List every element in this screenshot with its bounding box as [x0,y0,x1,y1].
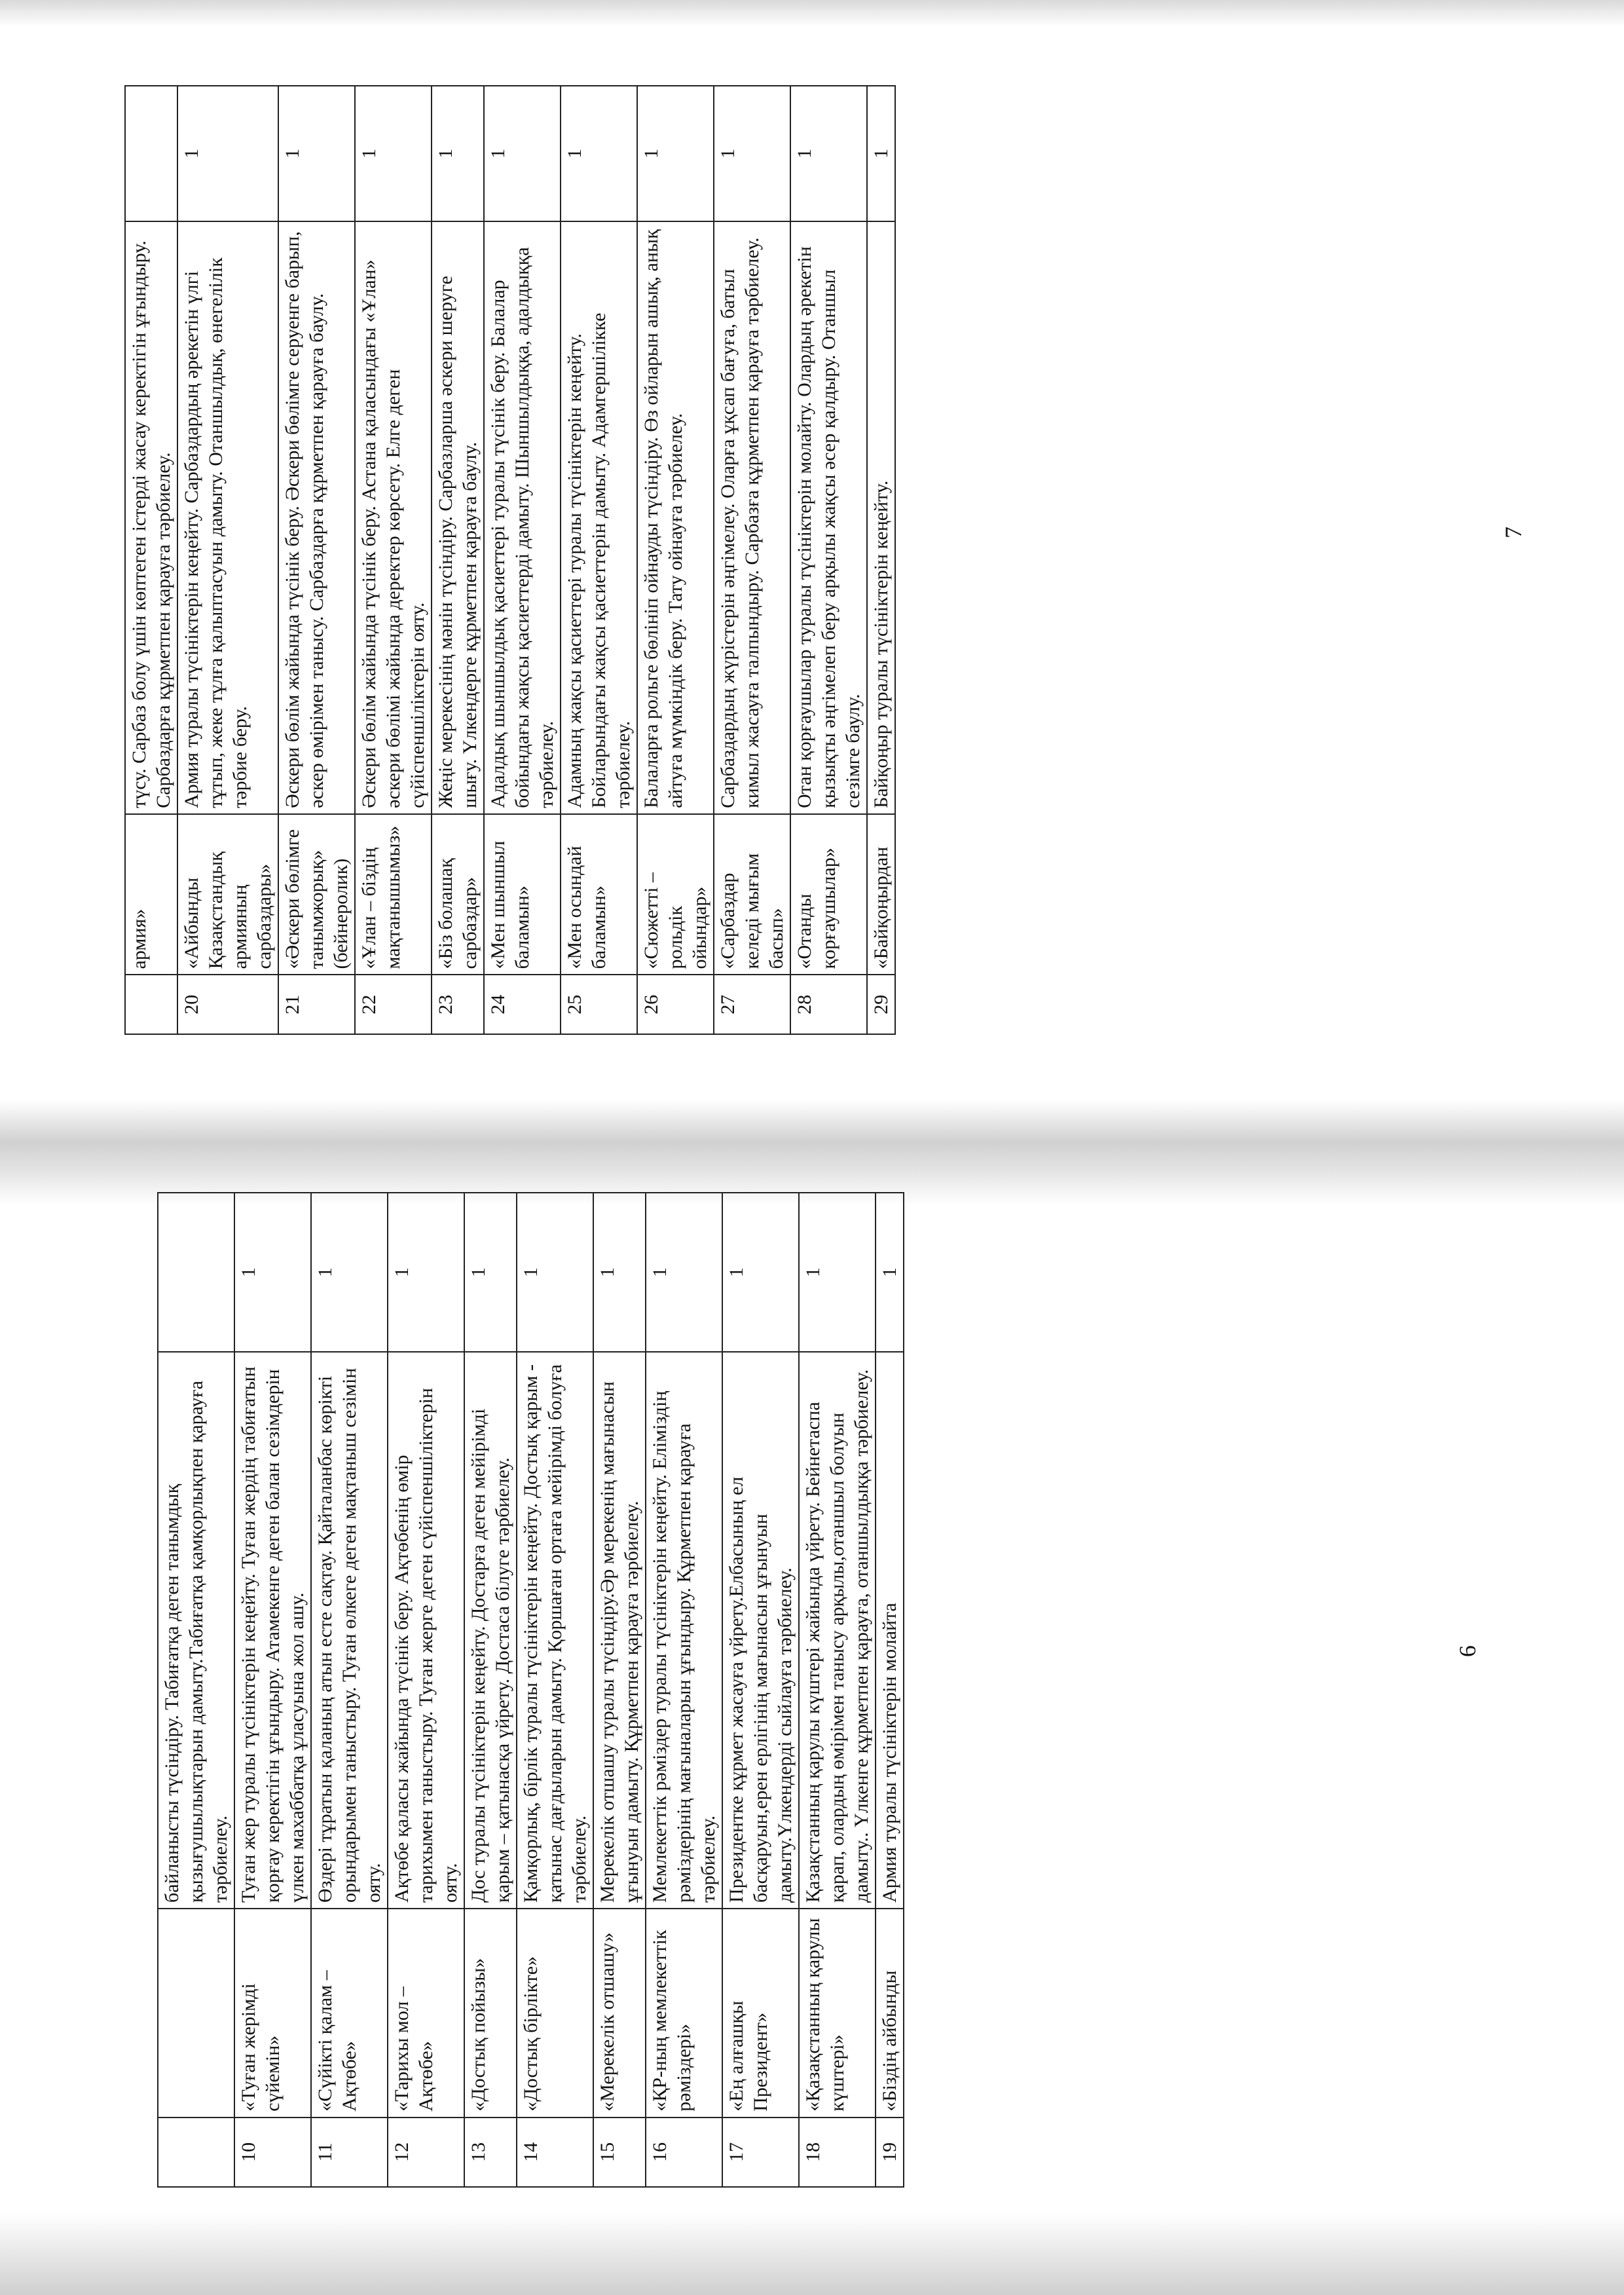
hours-cell: 1 [790,86,867,221]
table-row [432,86,484,1034]
hours-cell: 1 [876,1193,904,1352]
table-row [158,1193,234,2187]
table-row [517,1193,593,2187]
topic-cell: «Мен осындай баламын» [561,814,637,975]
table-row [646,1193,722,2187]
content-cell: түсу. Сарбаз болу үшін көптеген істерді жасау керектігін ұғындыру. Сарбаздарға құрметпен қарауға тәрбиелеу. [125,221,177,814]
topic-cell: «Мен шыншыл баламын» [484,814,561,975]
topic-cell: «Әскери бөлімге танымжорық» (бейнеролик) [278,814,355,975]
row-number: 21 [278,975,355,1035]
row-number: 28 [790,975,867,1035]
topic-cell: «Ұлан – біздің мақтанышымыз» [355,814,432,975]
hours-cell: 1 [234,1193,311,1352]
table-row [464,1193,517,2187]
table-row [876,1193,904,2187]
table-row [484,86,561,1034]
row-number: 14 [517,2118,593,2187]
content-cell: Президентке құрмет жасауға үйрету.Елбасының ел басқаруын,ерен ерлігінің мағынасын ұғынуын дамыту.Үлкендерді сыйлауға тәрбиелеу. [722,1352,799,1909]
topic-cell: армия» [125,814,177,975]
scan-shadow-bottom [0,2214,1624,2295]
topic-cell: «Туған жерімді сүйемін» [234,1909,311,2118]
content-cell: Жеңіс мерекесінің мәнін түсіндіру. Сарбазларша әскери шеруге шығу. Үлкендерге құрметпен қарауға баулу. [432,221,484,814]
topic-cell: «Айбынды Қазақстандық армияның сарбаздары» [177,814,278,975]
plan-table-page-6 [157,1192,904,2188]
table-row [388,1193,464,2187]
row-number: 26 [637,975,714,1035]
table-row [867,86,895,1034]
content-cell: Адамның жақсы қасиеттері туралы түсініктерін кеңейту. Бойларындағы жақсы қасиеттерін дамыту. Адамгершілікке тәрбиелеу. [561,221,637,814]
table-row [278,86,355,1034]
table-row [355,86,432,1034]
content-cell: Сарбаздардың жүрістерін әңгімелеу. Оларға ұқсап бағуға, батыл кимыл жасауға талпындыру. Сарбазға құрметпен қарауға тәрбиелеу. [714,221,790,814]
topic-cell: «Біз болашақ сарбаздар» [432,814,484,975]
content-cell: Туған жер туралы түсініктерін кеңейту. Туған жердің табиғатын қорғау керектігін ұғындыру. Атамекенге деген балан сезімдерін үлкен махаббатқа ұласуына жол ашу. [234,1352,311,1909]
hours-cell: 1 [646,1193,722,1352]
scan-shadow-top [0,0,1624,26]
hours-cell [158,1193,234,1352]
content-cell: Мемлекеттік рәміздер туралы түсініктерін кеңейту. Еліміздің рәміздерінің мағыналарын ұғындыру. Құрметпен қарауға тәрбиелеу. [646,1352,722,1909]
table-row [637,86,714,1034]
scan-fold-shadow [0,1100,1624,1205]
row-number: 22 [355,975,432,1035]
row-number: 17 [722,2118,799,2187]
content-cell: Ақтөбе қаласы жайында түсінік беру. Ақтөбенің өмір тарихымен таныстыру. Туған жерге деген сүйіспеншіліктерін ояту. [388,1352,464,1909]
table-row [722,1193,799,2187]
topic-cell [158,1909,234,2118]
table-row [177,86,278,1034]
row-number: 24 [484,975,561,1035]
hours-cell: 1 [867,86,895,221]
hours-cell: 1 [278,86,355,221]
hours-cell: 1 [722,1193,799,1352]
hours-cell: 1 [637,86,714,221]
row-number [125,975,177,1035]
table-row [125,86,177,1034]
content-cell: Байқоңыр туралы түсініктерін кеңейту. [867,221,895,814]
hours-cell [125,86,177,221]
table-row [234,1193,311,2187]
hours-cell: 1 [561,86,637,221]
hours-cell: 1 [484,86,561,221]
row-number: 25 [561,975,637,1035]
hours-cell: 1 [799,1193,876,1352]
topic-cell: «Сарбаздар келеді мығым басып» [714,814,790,975]
table-row [790,86,867,1034]
table-row [561,86,637,1034]
content-cell: Өздері тұратын қаланың атын есте сақтау. Қайталанбас көрікті орындарымен таныстыру. Туған өлкеге деген мақтаныш сезімін ояту. [311,1352,388,1909]
topic-cell: «Қазақстанның қарулы күштері» [799,1909,876,2118]
row-number: 10 [234,2118,311,2187]
content-cell: Отан қорғаушылар туралы түсініктерін молайту. Олардың әрекетін қызықты әңгімелеп беру арқылы жақсы әсер қалдыру. Отаншыл сезімге баулу. [790,221,867,814]
row-number: 11 [311,2118,388,2187]
topic-cell: «Достық бірлікте» [517,1909,593,2118]
content-cell: Армия туралы түсініктерін молайта [876,1352,904,1909]
content-cell: Адалдық шыншылдық қасиеттері туралы түсінік беру. Балалар бойындағы жақсы қасиеттерді дамыту. Шыншылдыққа, адалдыққа тәрбиелеу. [484,221,561,814]
content-cell: Әскери бөлім жайында түсінік беру. Астана қаласындағы «Ұлан» әскери бөлімі жайында деректер көрсету. Елге деген сүйіспеншіліктерін ояту. [355,221,432,814]
row-number: 12 [388,2118,464,2187]
row-number: 15 [593,2118,646,2187]
content-cell: Әскери бөлім жайында түсінік беру. Әскери бөлімге серуенге барып, әскер өмірімен танысу. Сарбаздарға құрметпен қарауға баулу. [278,221,355,814]
content-cell: Қазақстанның қарулы күштері жайында үйрету. Бейнетаспа қарап, олардың өмірімен танысу арқылы,отаншыл болуын дамыту.. Үлкенге құрметпен қарауға, отаншылдыққа тәрбиелеу. [799,1352,876,1909]
topic-cell: «Біздің айбынды [876,1909,904,2118]
topic-cell: «Достық пойызы» [464,1909,517,2118]
row-number: 18 [799,2118,876,2187]
content-cell: Дос туралы түсініктерін кеңейту. Достарға деген мейірімді қарым – қатынасқа үйрету. Достаса білуге тәрбиелеу. [464,1352,517,1909]
row-number: 20 [177,975,278,1035]
row-number: 27 [714,975,790,1035]
content-cell: байланысты түсіндіру. Табиғатқа деген танымдық қызығушылықтарын дамыту.Табиғатқа қамқорлықпен қарауға тәрбиелеу. [158,1352,234,1909]
page-6 [157,1192,904,2188]
hours-cell: 1 [714,86,790,221]
topic-cell: «ҚР-ның мемлекеттік рәміздері» [646,1909,722,2118]
plan-table-page-7 [124,85,896,1035]
content-cell: Балаларға рольге бөлініп ойнауды түсіндіру. Өз ойларын ашық, анық айтуға мүмкіндік беру. Тату ойнауға тәрбиелеу. [637,221,714,814]
topic-cell: «Сүйікті қалам – Ақтөбе» [311,1909,388,2118]
row-number: 23 [432,975,484,1035]
content-cell: Мерекелік отшашу туралы түсіндіру.Әр мерекенің мағынасын ұғынуын дамыту. Құрметпен қарауға тәрбиелеу. [593,1352,646,1909]
page-7 [124,85,896,1035]
table-row [799,1193,876,2187]
table-row [714,86,790,1034]
hours-cell: 1 [311,1193,388,1352]
table-row [593,1193,646,2187]
hours-cell: 1 [517,1193,593,1352]
topic-cell: «Байқоңырдан [867,814,895,975]
topic-cell: «Тарихы мол – Ақтөбе» [388,1909,464,2118]
row-number: 29 [867,975,895,1035]
hours-cell: 1 [177,86,278,221]
page-number: 7 [1500,527,1526,538]
topic-cell: «Мерекелік отшашу» [593,1909,646,2118]
hours-cell: 1 [593,1193,646,1352]
topic-cell: «Сюжетті – рольдік ойындар» [637,814,714,975]
hours-cell: 1 [388,1193,464,1352]
topic-cell: «Отанды қорғаушылар» [790,814,867,975]
row-number: 19 [876,2118,904,2187]
row-number [158,2118,234,2187]
table-row [311,1193,388,2187]
row-number: 13 [464,2118,517,2187]
row-number: 16 [646,2118,722,2187]
hours-cell: 1 [355,86,432,221]
hours-cell: 1 [464,1193,517,1352]
content-cell: Армия туралы түсініктерін кеңейту. Сарбаздардың әрекетін үлгі тұтып, жеке тұлға қалыптасуын дамыту. Отаншылдық, өнегелілік тәрбие беру. [177,221,278,814]
hours-cell: 1 [432,86,484,221]
content-cell: Қамқорлық, бірлік туралы түсініктерін кеңейту. Достық қарым - қатынас дағдыларын дамыту. Қоршаған ортаға мейірімді болуға тәрбиелеу. [517,1352,593,1909]
page-number: 6 [1454,1645,1481,1657]
topic-cell: «Ең алғашқы Президент» [722,1909,799,2118]
